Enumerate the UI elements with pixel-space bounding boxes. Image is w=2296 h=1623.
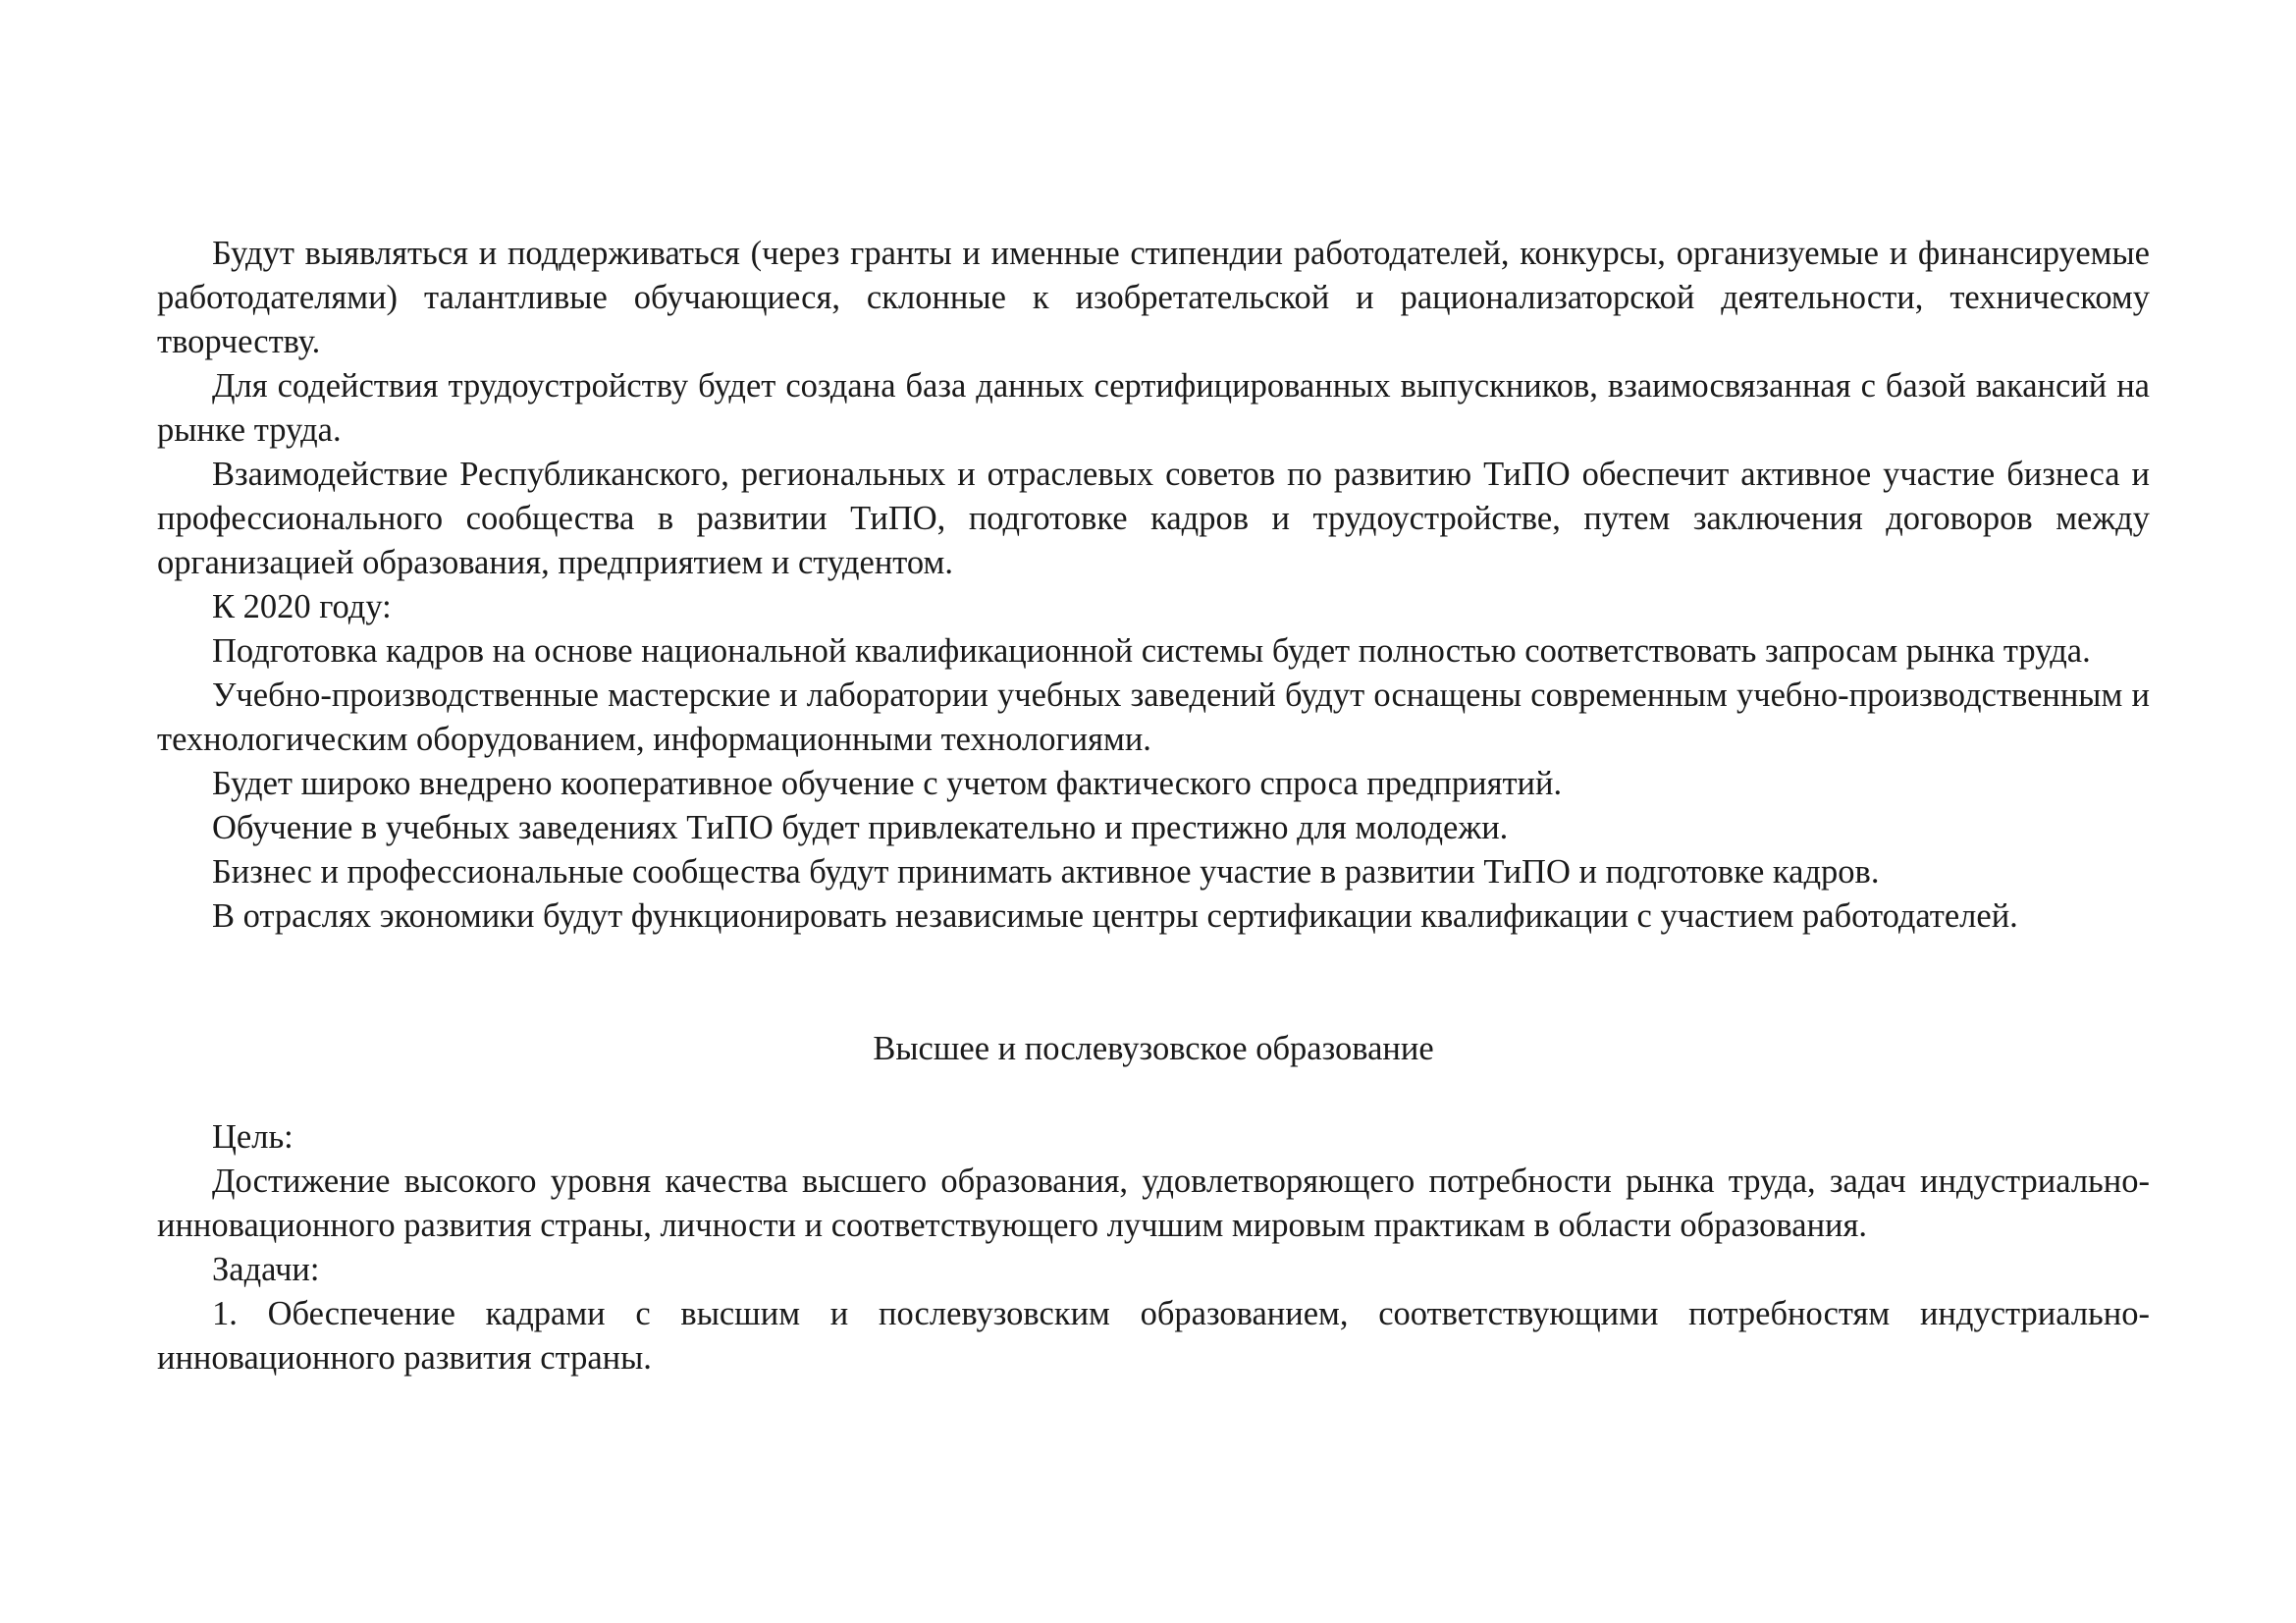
- paragraph-graduate-database: Для содействия трудоустройству будет создана база данных сертифицированных выпускников, взаимосвязанная с базой вакансий на рынке труда.: [157, 367, 2150, 449]
- paragraph-goal-label: Цель:: [212, 1118, 294, 1156]
- document-page: [157, 232, 2150, 1380]
- paragraph-talent-support: Будут выявляться и поддерживаться (через гранты и именные стипендии работодателей, конкурсы, организуемые и финансируемые работодателями) талантливые обучающиеся, склонные к изобретательской и рационализаторской деятельности, техническому творчеству.: [157, 235, 2150, 360]
- paragraph-by-2020: К 2020 году:: [212, 588, 392, 625]
- paragraph-prestige: Обучение в учебных заведениях ТиПО будет привлекательно и престижно для молодежи.: [212, 809, 1509, 846]
- paragraph-workshops-equipment: Учебно-производственные мастерские и лаборатории учебных заведений будут оснащены современным учебно-производственным и технологическим оборудованием, информационными технологиями.: [157, 676, 2150, 758]
- paragraph-goal-text: Достижение высокого уровня качества высшего образования, удовлетворяющего потребности рынка труда, задач индустриально-инновационного развития страны, личности и соответствующего лучшим мировым практикам в области образования.: [157, 1163, 2150, 1244]
- paragraph-certification-centers: В отраслях экономики будут функционировать независимые центры сертификации квалификации с участием работодателей.: [212, 897, 2018, 935]
- paragraph-business-participation: Бизнес и профессиональные сообщества будут принимать активное участие в развитии ТиПО и подготовке кадров.: [212, 853, 1880, 891]
- section-title: Высшее и послевузовское образование: [873, 1030, 1434, 1067]
- paragraph-national-qualification: Подготовка кадров на основе национальной квалификационной системы будет полностью соответствовать запросам рынка труда.: [212, 632, 2091, 670]
- paragraph-tasks-label: Задачи:: [212, 1251, 320, 1288]
- paragraph-task-1: 1. Обеспечение кадрами с высшим и послевузовским образованием, соответствующими потребностям индустриально-инновационного развития страны.: [157, 1295, 2150, 1377]
- paragraph-cooperative-learning: Будет широко внедрено кооперативное обучение с учетом фактического спроса предприятий.: [212, 765, 1563, 802]
- section-spacer: [157, 1071, 2150, 1115]
- section-spacer: [157, 939, 2150, 1027]
- paragraph-councils-interaction: Взаимодействие Республиканского, региональных и отраслевых советов по развитию ТиПО обеспечит активное участие бизнеса и профессионального сообщества в развитии ТиПО, подготовке кадров и трудоустройстве, путем заключения договоров между организацией образования, предприятием и студентом.: [157, 456, 2150, 581]
